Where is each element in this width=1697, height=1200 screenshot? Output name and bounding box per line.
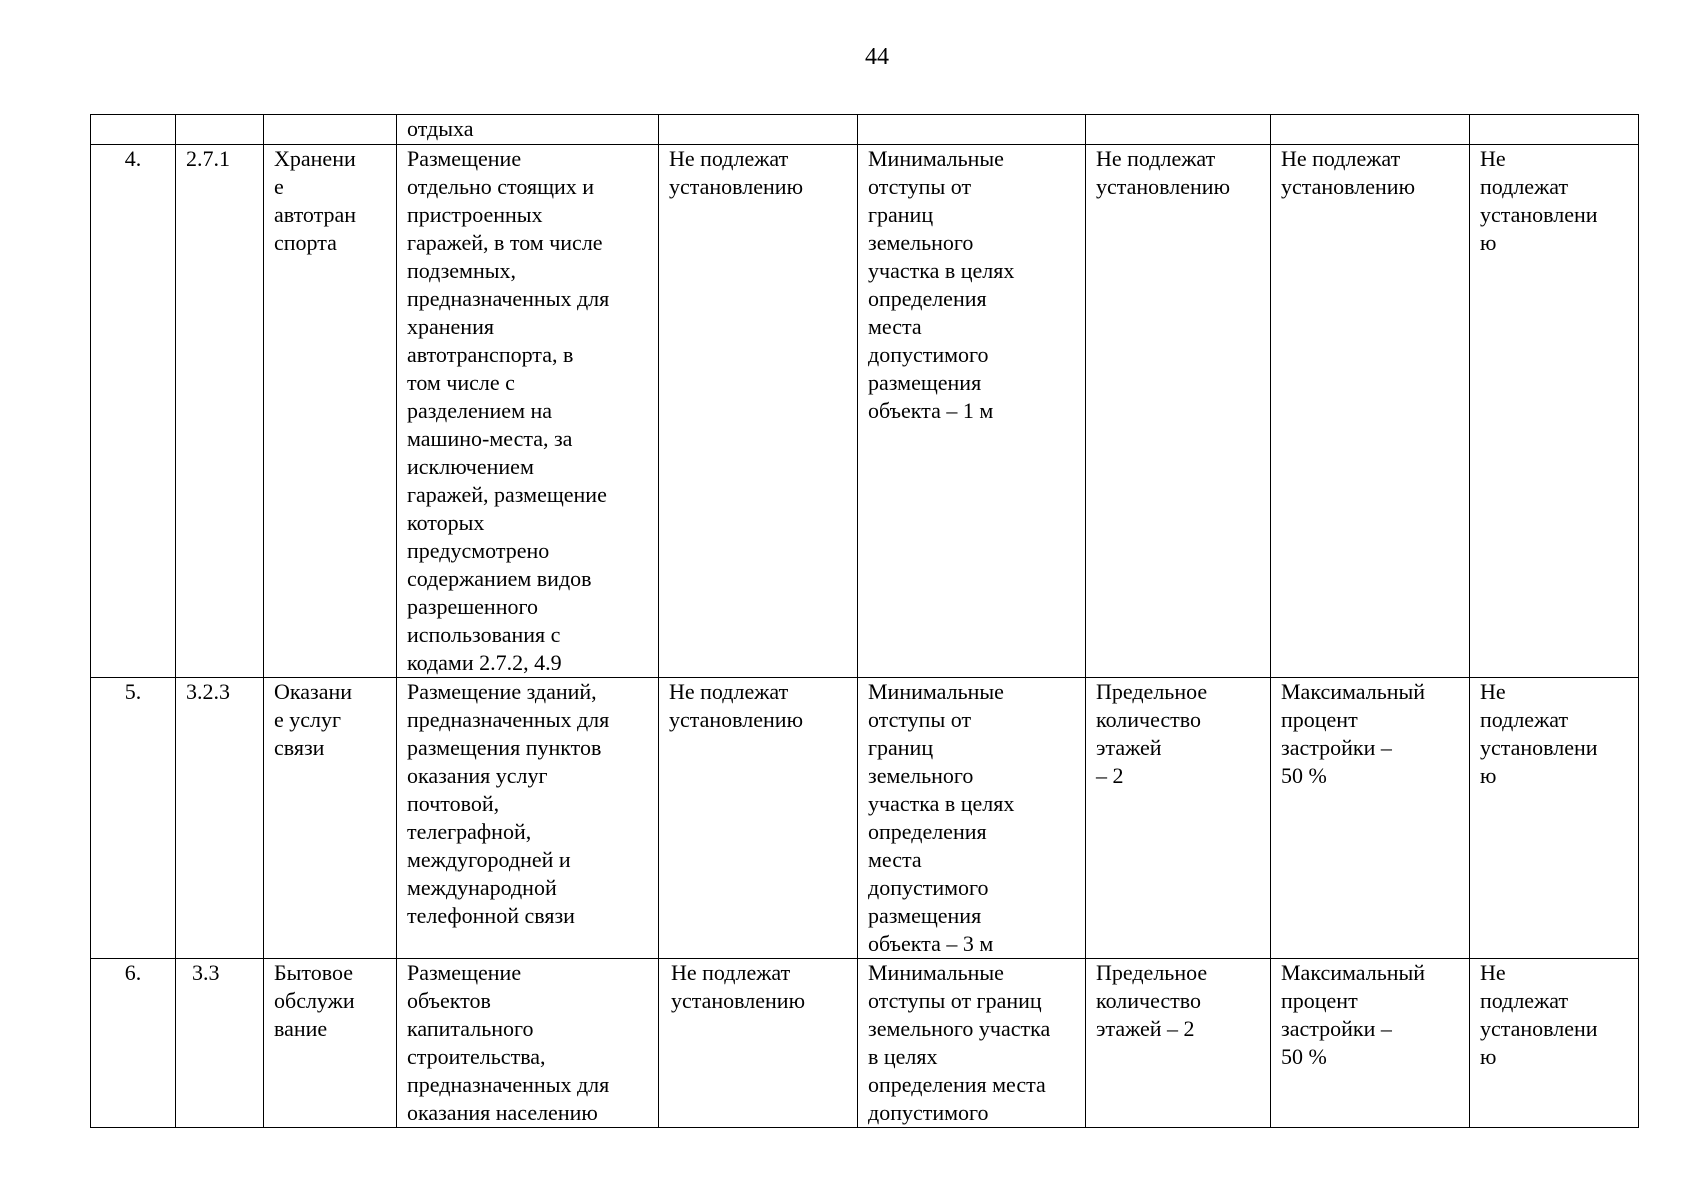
- cell-floors: [1086, 115, 1271, 145]
- cell-floors: Предельное количество этажей – 2: [1086, 678, 1271, 959]
- table-row: [91, 678, 1639, 959]
- cell-setbacks: [858, 115, 1086, 145]
- cell-setbacks: Минимальные отступы от границ земельного участка в целях определения места допустимого размещения объекта – 3 м: [858, 678, 1086, 959]
- cell-setbacks: Минимальные отступы от границ земельного участка в целях определения места допустимого: [858, 959, 1086, 1128]
- cell-coverage: Максимальный процент застройки – 50 %: [1271, 678, 1470, 959]
- cell-num: [91, 115, 176, 145]
- cell-name: Оказани е услуг связи: [264, 678, 397, 959]
- cell-num: 4.: [91, 145, 176, 678]
- cell-description: Размещение зданий, предназначенных для размещения пунктов оказания услуг почтовой, телеграфной, междугородней и международной телефонной связи: [397, 678, 659, 959]
- cell-name: Хранени е автотран спорта: [264, 145, 397, 678]
- cell-description: Размещение отдельно стоящих и пристроенных гаражей, в том числе подземных, предназначенных для хранения автотранспорта, в том числе с разделением на машино-места, за исключением гаражей, размещение которых предусмотрено содержанием видов разрешенного использования с кодами 2.7.2, 4.9: [397, 145, 659, 678]
- table-row-continuation: [91, 115, 1639, 145]
- cell-col9: Не подлежат установлени ю: [1470, 678, 1639, 959]
- table-row: [91, 145, 1639, 678]
- cell-name: [264, 115, 397, 145]
- page-number: 44: [865, 44, 889, 70]
- table-row: [91, 959, 1639, 1128]
- cell-code: 3.3: [176, 959, 264, 1128]
- cell-num: 6.: [91, 959, 176, 1128]
- cell-code: [176, 115, 264, 145]
- cell-code: 3.2.3: [176, 678, 264, 959]
- cell-coverage: [1271, 115, 1470, 145]
- cell-num: 5.: [91, 678, 176, 959]
- cell-col9: Не подлежат установлени ю: [1470, 959, 1639, 1128]
- cell-col9: Не подлежат установлени ю: [1470, 145, 1639, 678]
- cell-col9: [1470, 115, 1639, 145]
- cell-floors: Предельное количество этажей – 2: [1086, 959, 1271, 1128]
- cell-col5: Не подлежат установлению: [659, 678, 858, 959]
- cell-name: Бытовое обслужи вание: [264, 959, 397, 1128]
- cell-col5: [659, 115, 858, 145]
- cell-coverage: Не подлежат установлению: [1271, 145, 1470, 678]
- cell-setbacks: Минимальные отступы от границ земельного участка в целях определения места допустимого размещения объекта – 1 м: [858, 145, 1086, 678]
- cell-col5: Не подлежат установлению: [659, 145, 858, 678]
- zoning-table: [90, 114, 1639, 1128]
- cell-coverage: Максимальный процент застройки – 50 %: [1271, 959, 1470, 1128]
- cell-description: отдыха: [397, 115, 659, 145]
- cell-col5: Не подлежат установлению: [659, 959, 858, 1128]
- cell-description: Размещение объектов капитального строительства, предназначенных для оказания населению: [397, 959, 659, 1128]
- cell-code: 2.7.1: [176, 145, 264, 678]
- cell-floors: Не подлежат установлению: [1086, 145, 1271, 678]
